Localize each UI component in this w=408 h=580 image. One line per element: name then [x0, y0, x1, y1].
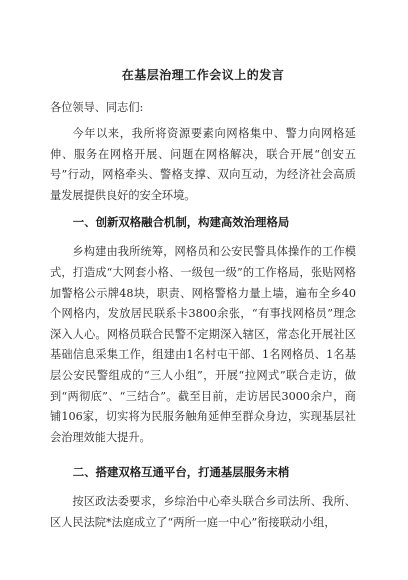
section-2-paragraph: 按区政法委要求，乡综治中心牵头联合乡司法所、我所、区人民法院*法庭成立了“两所一庭一中心”衔接联动小组，: [50, 495, 356, 529]
salutation: 各位领导、同志们:: [50, 101, 144, 114]
section-2-heading: 二、搭建双格互通平台，打通基层服务末梢: [72, 465, 290, 480]
section-1-paragraph: 乡构建由我所统筹，网格员和公安民警具体操作的工作模式，打造成“大网套小格、一级包一级”的工作格局，张贴网格加警格公示牌48块，职责、网格警格力量上墙，遍布全乡40个网格内，发放居民联系卡3800余张，“有事找网格员”理念深入人心。网格员联合民警不定期深入辖区，常态化开展社区基础信息采集工作，组建由1名村屯干部、1名网格员、1名基层公安民警组成的“三人小组”，开展“拉网式”联合走访，做到“两彻底”、“三结合”。截至目前，走访居民3000余户，商铺106家，切实将为民服务触角延伸至群众身边，实现基层社会治理效能大提升。: [50, 245, 356, 444]
document-title: 在基层治理工作会议上的发言: [121, 68, 285, 82]
intro-paragraph: 今年以来，我所将资源要素向网格集中、警力向网格延伸、服务在网格开展、问题在网格解决，联合开展“创安五号”行动，网格牵头、警格支撑、双向互动，为经济社会高质量发展提供良好的安全环境。: [50, 127, 356, 202]
section-1-heading: 一、创新双格融合机制，构建高效治理格局: [72, 215, 290, 230]
